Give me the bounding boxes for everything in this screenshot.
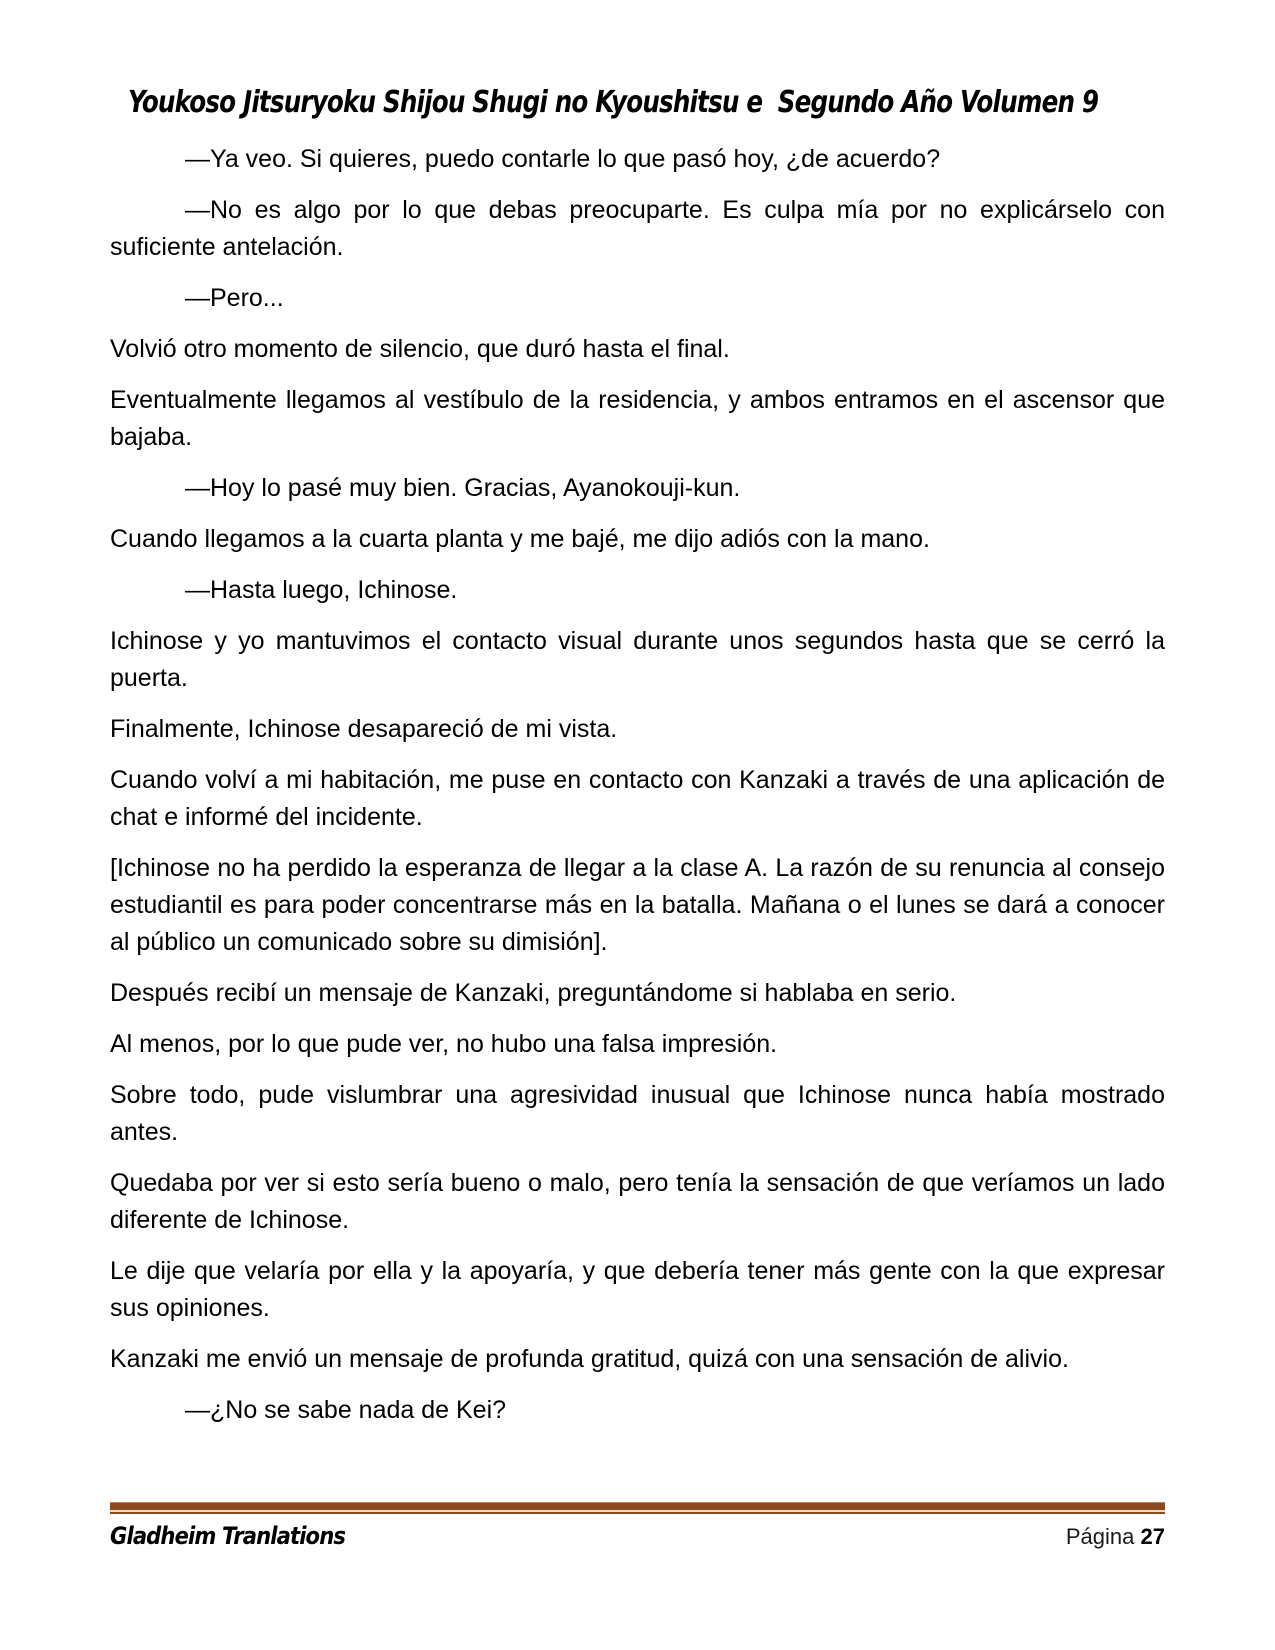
- dialogue-paragraph: —Ya veo. Si quieres, puedo contarle lo que pasó hoy, ¿de acuerdo?: [185, 145, 941, 173]
- dialogue-paragraph: —Hoy lo pasé muy bien. Gracias, Ayanokouji-kun.: [185, 474, 741, 502]
- paragraph: Le dije que velaría por ella y la apoyaría, y que debería tener más gente con la que expresar sus opiniones.: [110, 1257, 1165, 1322]
- paragraph: Quedaba por ver si esto sería bueno o malo, pero tenía la sensación de que veríamos un lado diferente de Ichinose.: [110, 1169, 1165, 1234]
- paragraph: Finalmente, Ichinose desapareció de mi vista.: [110, 715, 618, 743]
- paragraph: [Ichinose no ha perdido la esperanza de llegar a la clase A. La razón de su renuncia al consejo estudiantil es para poder concentrarse más en la batalla. Mañana o el lunes se dará a conocer al público un comunicado sobre su dimisión].: [110, 854, 1165, 956]
- paragraph: Después recibí un mensaje de Kanzaki, preguntándome si hablaba en serio.: [110, 979, 957, 1007]
- paragraph: Cuando llegamos a la cuarta planta y me bajé, me dijo adiós con la mano.: [110, 525, 930, 553]
- paragraph: Eventualmente llegamos al vestíbulo de la residencia, y ambos entramos en el ascensor que bajaba.: [110, 386, 1165, 451]
- paragraph: Cuando volví a mi habitación, me puse en contacto con Kanzaki a través de una aplicación de chat e informé del incidente.: [110, 766, 1165, 831]
- page-footer: [110, 1502, 1165, 1550]
- dialogue-paragraph: —Pero...: [185, 284, 284, 312]
- paragraph: Volvió otro momento de silencio, que duró hasta el final.: [110, 335, 730, 363]
- paragraph: Sobre todo, pude vislumbrar una agresividad inusual que Ichinose nunca había mostrado antes.: [110, 1081, 1165, 1146]
- paragraph: Ichinose y yo mantuvimos el contacto visual durante unos segundos hasta que se cerró la puerta.: [110, 627, 1165, 692]
- page-header: [110, 70, 1165, 136]
- page-number-field: [1066, 1524, 1165, 1550]
- paragraph: Kanzaki me envió un mensaje de profunda gratitud, quizá con una sensación de alivio.: [110, 1345, 1069, 1373]
- dialogue-paragraph: —¿No se sabe nada de Kei?: [185, 1396, 507, 1424]
- dialogue-paragraph: —Hasta luego, Ichinose.: [185, 576, 458, 604]
- paragraph: Al menos, por lo que pude ver, no hubo una falsa impresión.: [110, 1030, 778, 1058]
- page-label: Página: [1065, 1524, 1135, 1549]
- page-number: 27: [1140, 1524, 1165, 1549]
- footer-divider: [110, 1502, 1165, 1514]
- dialogue-paragraph: —No es algo por lo que debas preocuparte. Es culpa mía por no explicárselo con suficiente antelación.: [110, 196, 1165, 261]
- translator-name: Gladheim Tranlations: [110, 1522, 346, 1550]
- translator-credit: [110, 1522, 377, 1550]
- body-text: [110, 141, 1165, 1443]
- document-title: Youkoso Jitsuryoku Shijou Shugi no Kyoushitsu e Segundo Año Volumen 9: [127, 85, 1098, 120]
